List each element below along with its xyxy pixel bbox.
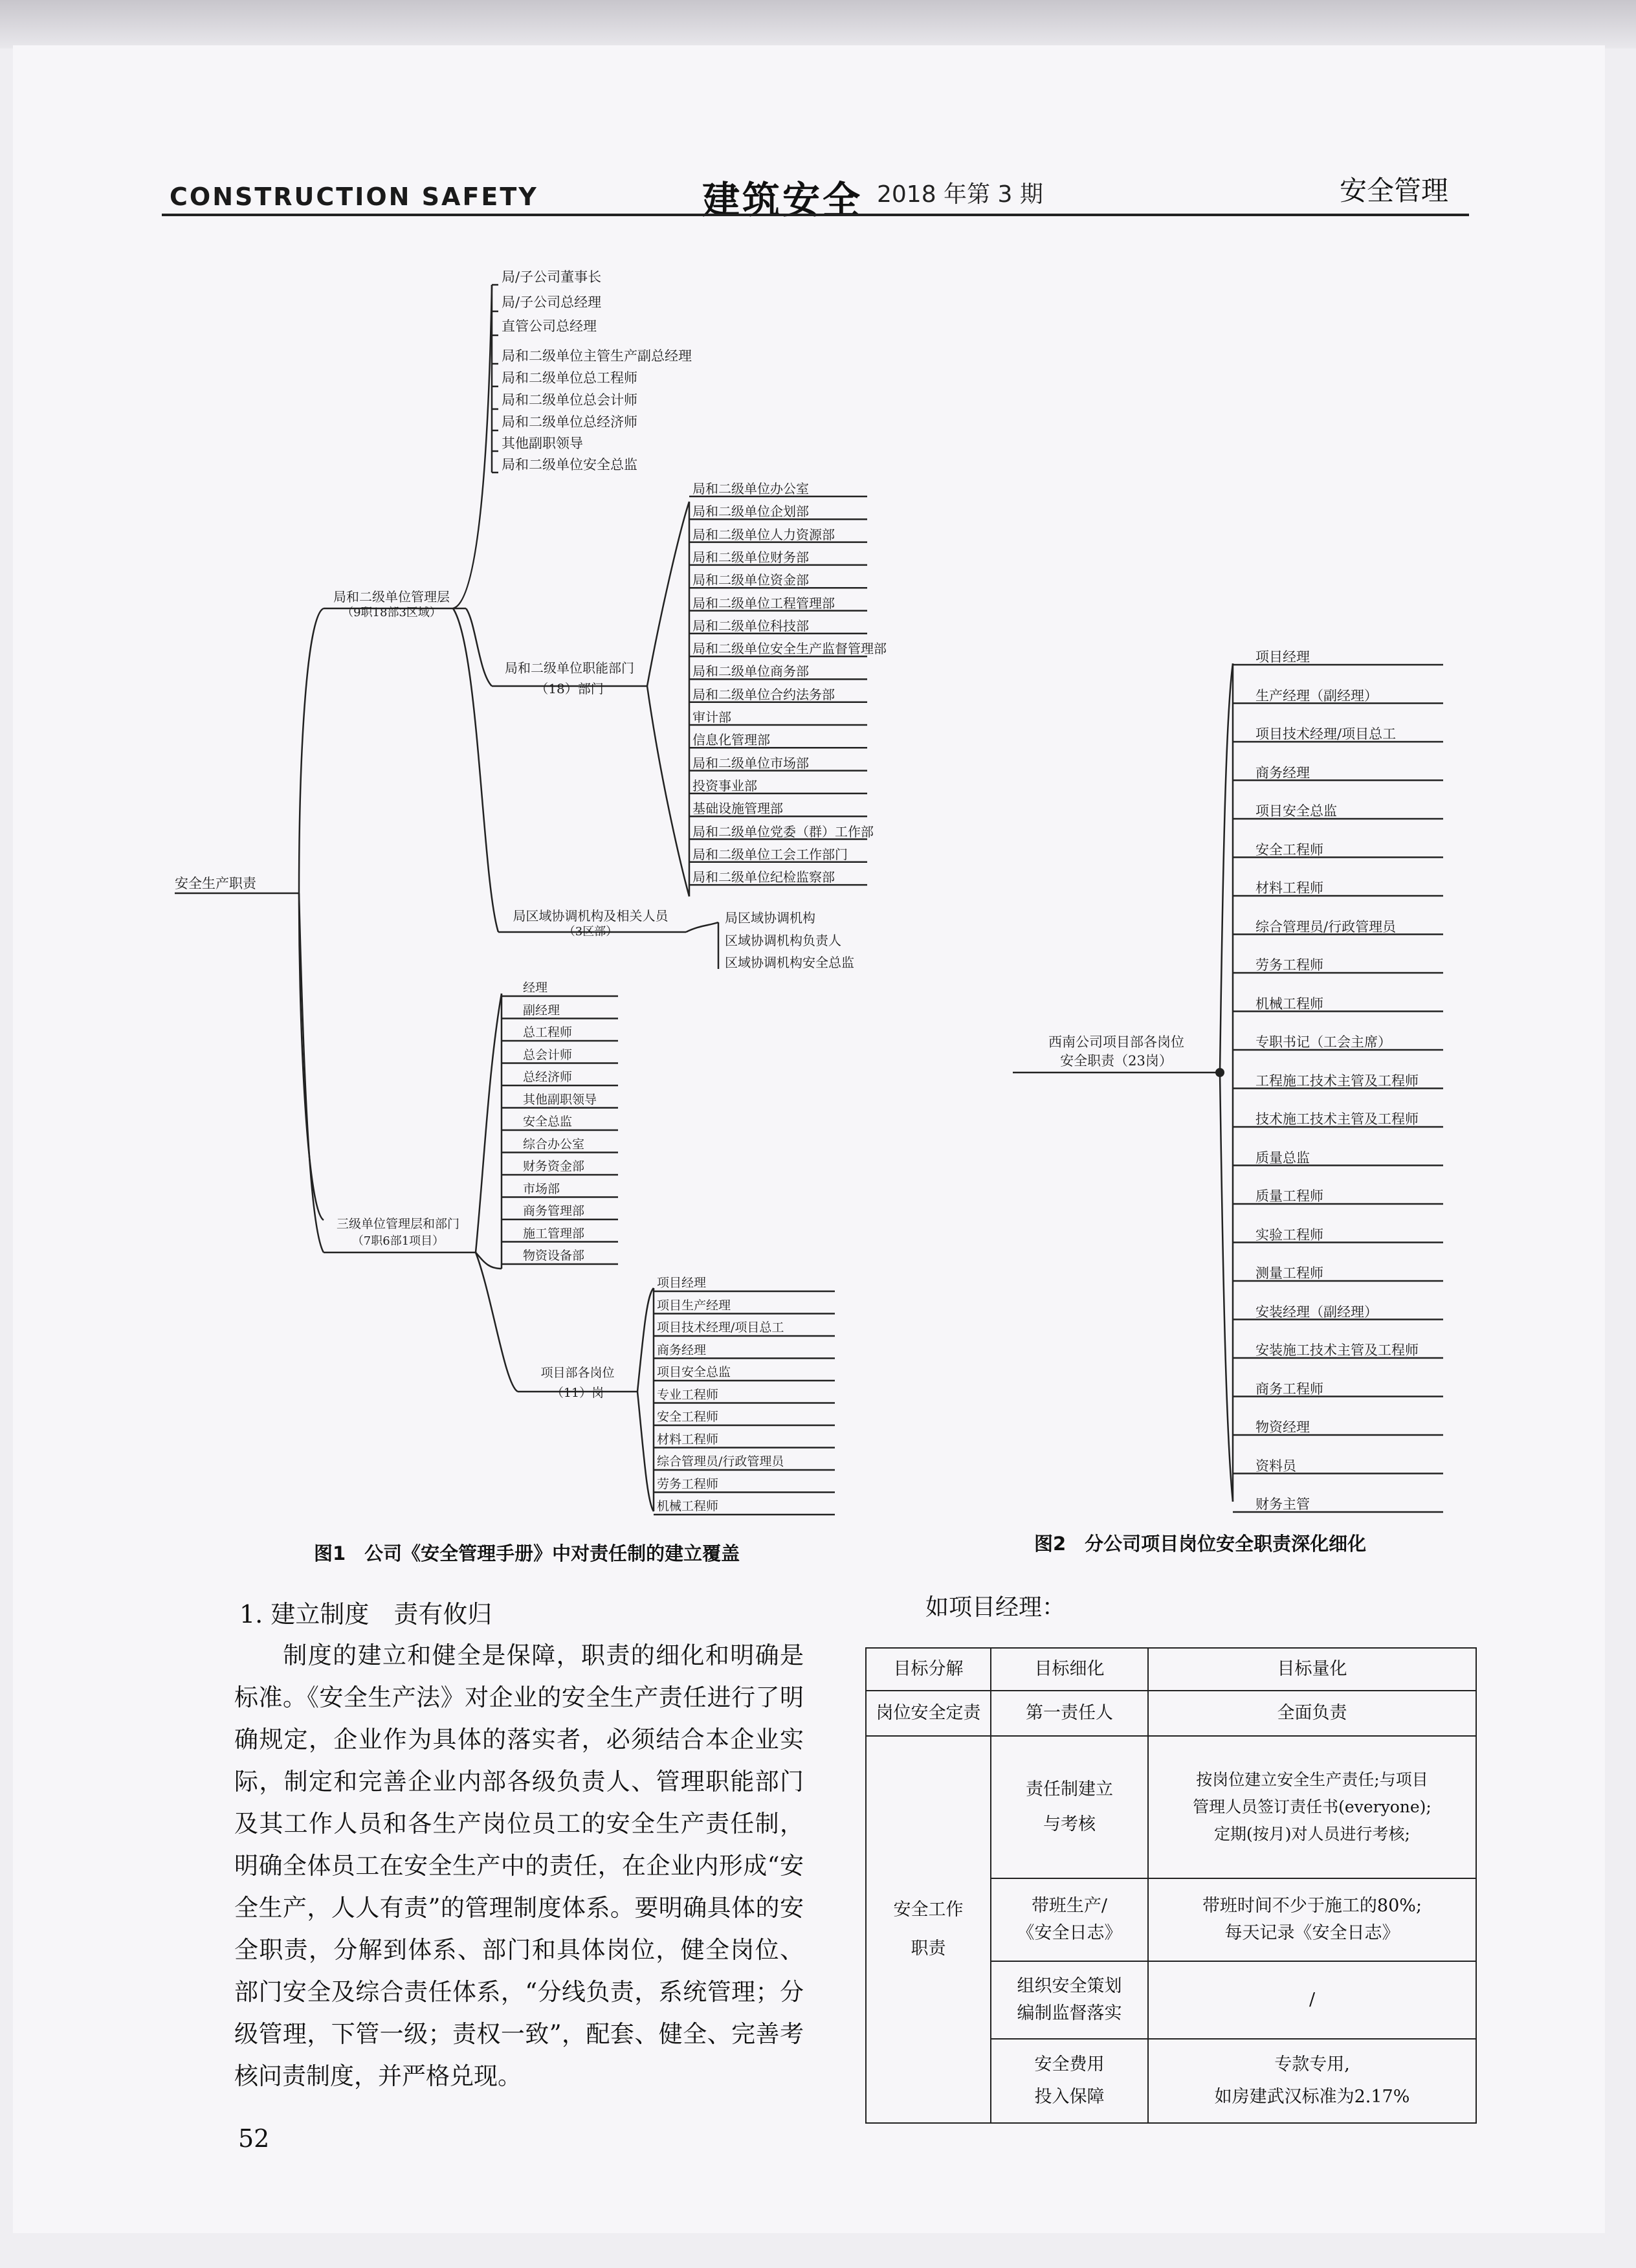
fig1-func-dept-line1: 局和二级单位职能部门 — [505, 660, 634, 676]
fig1-third-item: 总工程师 — [523, 1025, 573, 1040]
fig2-item: 专职书记（工会主席） — [1255, 1034, 1391, 1050]
fig1-proj-item: 项目技术经理/项目总工 — [657, 1320, 784, 1335]
section-label: 安全管理 — [1340, 175, 1449, 206]
fig1-third-item: 副经理 — [523, 1003, 560, 1017]
fig2-root-line2: 安全职责（23岗） — [1060, 1053, 1173, 1069]
fig1-dept-item: 局和二级单位工会工作部门 — [692, 846, 848, 862]
fig2-item: 安装经理（副经理） — [1255, 1304, 1378, 1320]
fig1-third-layer-line2: （7职6部1项目） — [351, 1234, 445, 1248]
fig2-item: 项目经理 — [1255, 649, 1310, 665]
fig1-region-item: 局区域协调机构 — [725, 910, 815, 926]
body-paragraph-text: 制度的建立和健全是保障，职责的细化和明确是标准。《安全生产法》对企业的安全生产责任进行了明确规定，企业作为具体的落实者，必须结合本企业实际，制定和完善企业内部各级负责人、管理职能部门及其工作人员和各生产岗位员工的安全生产责任制，明确全体员工在安全生产中的责任，在企业内形成“安全生产，人人有责”的管理制度体系。要明确具体的安全职责，分解到体系、部门和具体岗位，健全岗位、部门安全及综合责任体系，“分线负责，系统管理；分级管理，下管一级；责权一致”，配套、健全、完善考核问责制度，并严格兑现。 — [234, 1641, 804, 2090]
table-row — [866, 1691, 1476, 1736]
fig2-item: 工程施工技术主管及工程师 — [1255, 1073, 1419, 1089]
table-cell-line: 按岗位建立安全生产责任;与项目 — [1196, 1770, 1428, 1789]
fig1-dept-item: 信息化管理部 — [692, 732, 770, 748]
fig1-dept-item: 局和二级单位党委（群）工作部 — [692, 823, 874, 839]
fig1-root: 安全生产职责 — [175, 876, 256, 891]
fig2-root-line1: 西南公司项目部各岗位 — [1048, 1034, 1184, 1050]
fig1-dept-item: 局和二级单位财务部 — [692, 549, 809, 565]
fig1-third-item: 商务管理部 — [523, 1204, 585, 1218]
fig2-item: 技术施工技术主管及工程师 — [1255, 1111, 1419, 1127]
fig1-third-layer-line1: 三级单位管理层和部门 — [336, 1217, 459, 1231]
fig1-top-item: 局和二级单位总工程师 — [502, 370, 637, 386]
fig1-top-item: 局/子公司总经理 — [502, 295, 602, 310]
fig1-top-item: 局和二级单位总会计师 — [502, 392, 637, 408]
fig1-third-item: 总经济师 — [523, 1070, 573, 1084]
fig1-dept-item: 审计部 — [692, 709, 731, 725]
fig1-proj-item: 专业工程师 — [657, 1387, 719, 1402]
fig2-item: 质量总监 — [1255, 1150, 1310, 1166]
fig2-item: 物资经理 — [1255, 1419, 1310, 1435]
fig2-item: 商务工程师 — [1255, 1381, 1323, 1397]
table-cell-line: 责任制建立 — [1026, 1779, 1113, 1799]
fig1-dept-item: 局和二级单位企划部 — [692, 504, 809, 520]
table-header-cell: 目标细化 — [991, 1648, 1148, 1691]
table-row — [866, 1736, 1476, 1878]
journal-english-title: CONSTRUCTION SAFETY — [170, 183, 538, 211]
fig2-item: 项目安全总监 — [1255, 803, 1337, 819]
table-cell — [1148, 1736, 1476, 1878]
fig1-mgmt-layer-line1: 局和二级单位管理层 — [333, 589, 450, 605]
fig1-proj-dept-line2: （11）岗 — [551, 1386, 604, 1400]
issue-label: 2018 年第 3 期 — [877, 181, 1043, 208]
fig2-item: 劳务工程师 — [1255, 957, 1323, 973]
fig2-item: 商务经理 — [1255, 764, 1310, 781]
fig2-item: 材料工程师 — [1255, 880, 1323, 896]
fig1-top-item: 局和二级单位安全总监 — [502, 457, 637, 472]
fig1-dept-item: 局和二级单位纪检监察部 — [692, 869, 835, 885]
table-header-cell: 目标分解 — [866, 1648, 991, 1691]
table-cell-line: 带班生产/ — [1031, 1896, 1108, 1916]
goal-table — [865, 1647, 1477, 2124]
fig2-item: 生产经理（副经理） — [1255, 687, 1378, 704]
fig2-item: 财务主管 — [1255, 1496, 1310, 1512]
fig1-region — [495, 909, 686, 938]
fig1-dept-item: 局和二级单位市场部 — [692, 755, 809, 771]
fig1-region-item: 区域协调机构负责人 — [725, 933, 841, 948]
fig1-proj-item: 综合管理员/行政管理员 — [657, 1454, 784, 1469]
fig1-proj-item: 材料工程师 — [657, 1432, 719, 1447]
fig1-region-line2: （3区部） — [563, 925, 618, 939]
fig1-dept-item: 局和二级单位工程管理部 — [692, 595, 835, 611]
fig1-dept-item: 局和二级单位资金部 — [692, 572, 809, 588]
table-header-cell: 目标量化 — [1148, 1648, 1476, 1691]
fig1-third-layer — [320, 1218, 476, 1247]
fig1-proj-item: 机械工程师 — [657, 1499, 719, 1513]
fig1-third-item: 财务资金部 — [523, 1159, 585, 1173]
fig1-dept-item: 局和二级单位商务部 — [692, 663, 809, 680]
fig1-top-item: 局和二级单位总经济师 — [502, 414, 637, 430]
fig1-third-item: 其他副职领导 — [523, 1092, 597, 1107]
fig1-proj-dept — [518, 1367, 637, 1399]
fig1-dept-item: 局和二级单位办公室 — [692, 481, 809, 496]
fig2-item: 机械工程师 — [1255, 995, 1323, 1012]
table-cell — [991, 1961, 1148, 2039]
fig2-item: 测量工程师 — [1255, 1265, 1323, 1281]
table-cell-line: 专款专用, — [1274, 2054, 1350, 2074]
fig2-item: 安全工程师 — [1255, 841, 1323, 858]
table-cell — [991, 1736, 1148, 1878]
fig1-proj-item: 项目安全总监 — [657, 1365, 731, 1379]
fig1-proj-item: 劳务工程师 — [657, 1476, 719, 1491]
table-cell — [1148, 1878, 1476, 1961]
figure2-junction-dot — [1215, 1068, 1224, 1077]
fig1-top-item: 局/子公司董事长 — [502, 269, 602, 285]
fig1-dept-item: 局和二级单位科技部 — [692, 617, 809, 634]
fig1-third-item: 施工管理部 — [523, 1226, 585, 1241]
fig1-proj-item: 项目生产经理 — [657, 1298, 731, 1313]
table-header-row — [866, 1648, 1476, 1691]
table-cell-line: 与考核 — [1043, 1814, 1096, 1834]
fig2-item: 实验工程师 — [1255, 1227, 1323, 1243]
table-group-cell — [866, 1736, 991, 2123]
table-intro: 如项目经理： — [925, 1594, 1066, 1621]
table-cell-line: 投入保障 — [1034, 2087, 1105, 2107]
table-cell-line: 《安全日志》 — [1017, 1923, 1122, 1943]
table-group-line1: 安全工作 — [893, 1900, 964, 1920]
fig1-third-item: 物资设备部 — [523, 1249, 585, 1263]
table-cell: 全面负责 — [1148, 1691, 1476, 1736]
fig1-proj-dept-line1: 项目部各岗位 — [540, 1366, 615, 1380]
table-cell-line: 带班时间不少于施工的80%; — [1202, 1896, 1422, 1916]
fig1-third-item: 经理 — [523, 981, 548, 995]
fig1-third-item: 总会计师 — [523, 1047, 573, 1062]
fig1-dept-item: 投资事业部 — [692, 777, 757, 794]
fig1-func-dept — [492, 662, 647, 695]
fig1-third-item: 综合办公室 — [523, 1137, 585, 1151]
fig1-region-line1: 局区域协调机构及相关人员 — [513, 908, 669, 924]
fig2-item: 安装施工技术主管及工程师 — [1255, 1342, 1419, 1358]
fig2-root — [1013, 1036, 1220, 1068]
fig1-third-item: 市场部 — [523, 1181, 560, 1196]
table-cell — [1148, 2039, 1476, 2123]
fig1-region-item: 区域协调机构安全总监 — [725, 955, 854, 970]
fig1-dept-item: 局和二级单位合约法务部 — [692, 686, 835, 702]
fig1-dept-item: 局和二级单位安全生产监督管理部 — [692, 641, 887, 657]
journal-chinese-title: 建筑安全 — [702, 178, 863, 222]
fig1-dept-item: 局和二级单位人力资源部 — [692, 526, 835, 542]
table-cell: 第一责任人 — [991, 1691, 1148, 1736]
table-cell-line: 编制监督落实 — [1017, 2003, 1122, 2023]
fig2-item: 项目技术经理/项目总工 — [1255, 726, 1397, 742]
table-group-line2: 职责 — [911, 1939, 946, 1959]
fig1-proj-item: 项目经理 — [657, 1276, 707, 1290]
fig1-top-item: 直管公司总经理 — [502, 318, 597, 334]
fig1-mgmt-layer-line2: （9职18部3区域） — [342, 606, 441, 619]
fig1-mgmt-layer — [317, 590, 466, 619]
table-cell-line: 每天记录《安全日志》 — [1224, 1923, 1400, 1943]
fig2-item: 质量工程师 — [1255, 1188, 1323, 1204]
fig1-top-item: 其他副职领导 — [502, 436, 583, 451]
fig1-top-item: 局和二级单位主管生产副总经理 — [502, 348, 692, 364]
fig2-item: 资料员 — [1255, 1458, 1296, 1474]
section-heading: 1. 建立制度 责有攸归 — [239, 1600, 492, 1629]
table-cell-line: 安全费用 — [1034, 2054, 1105, 2074]
figure2-caption: 图2 分公司项目岗位安全职责深化细化 — [1034, 1533, 1367, 1555]
table-cell-line: 如房建武汉标准为2.17% — [1214, 2087, 1410, 2107]
table-cell-line: / — [1309, 1990, 1316, 2010]
fig1-dept-item: 基础设施管理部 — [692, 801, 783, 817]
table-cell-line: 组织安全策划 — [1017, 1976, 1122, 1996]
table-cell-line: 管理人员签订责任书(everyone); — [1193, 1797, 1432, 1816]
figure1-caption: 图1 公司《安全管理手册》中对责任制的建立覆盖 — [314, 1542, 740, 1564]
table-cell — [1148, 1961, 1476, 2039]
fig1-func-dept-line2: （18）部门 — [535, 681, 604, 696]
fig1-proj-item: 商务经理 — [657, 1342, 707, 1357]
table-cell: 岗位安全定责 — [866, 1691, 991, 1736]
table-cell-line: 定期(按月)对人员进行考核; — [1214, 1825, 1410, 1843]
table-cell — [991, 2039, 1148, 2123]
fig2-item: 综合管理员/行政管理员 — [1255, 918, 1397, 935]
body-paragraph — [234, 1634, 804, 2097]
fig1-proj-item: 安全工程师 — [657, 1410, 719, 1424]
fig1-third-item: 安全总监 — [523, 1115, 573, 1129]
table-cell — [991, 1878, 1148, 1961]
page-number: 52 — [238, 2124, 270, 2153]
